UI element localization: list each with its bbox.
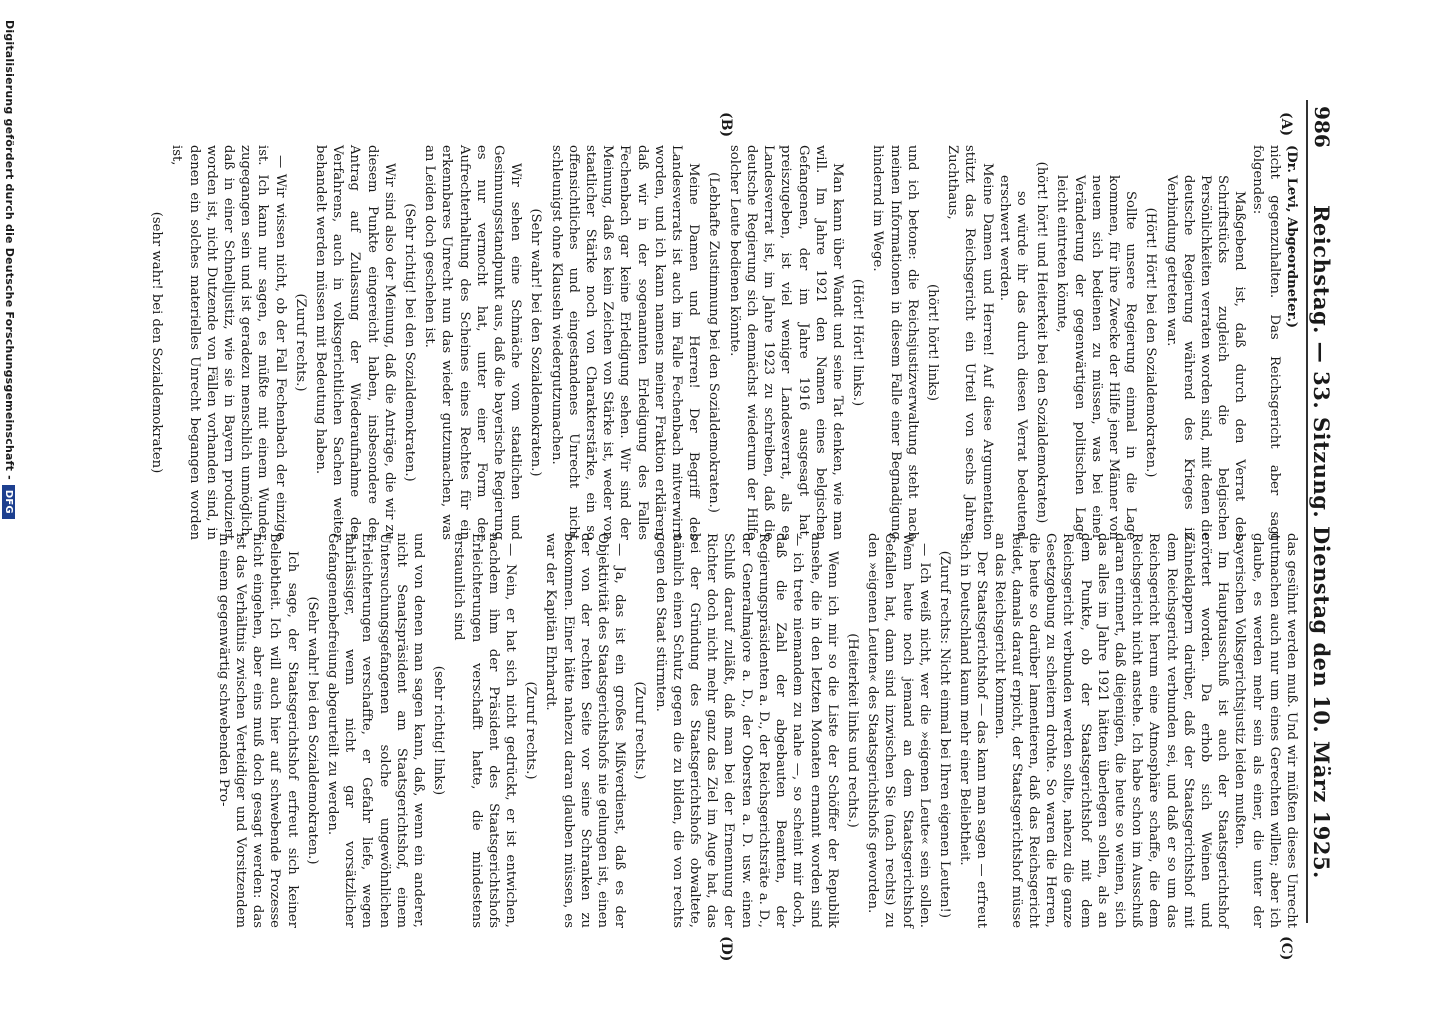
speaker-line: (Dr. Levi, Abgeordneter.): [1284, 145, 1299, 329]
interjection: (Heiterkeit links und rechts.): [844, 633, 860, 828]
paragraph: Der Staatsgerichtshof — das kann man sagen — erfreut sich in Deutschland kaum mehr einer Beliebtheit.: [957, 533, 990, 928]
paragraph: und ich betone: die Reichsjustizverwaltung steht nach meinen Informationen in diesem Falle einer Begnadigung hindernd im Wege.: [870, 145, 920, 540]
paragraph: Ich sage, der Staatsgerichtshof erfreut sich keiner Beliebtheit. Ich will auch hier auf schwebende Prozesse nicht eingehen, aber eins muß doch gesagt werden: das ist das Verhältnis zwischen Verteidiger und Vorsitzendem in einem gegenwärtig schwebenden Pro-: [215, 533, 300, 928]
interjection: (hört! hört! und Heiterkeit bei den Sozialdemokraten): [1034, 161, 1050, 524]
paragraph: Wir sehen eine Schmäche vom staatlichen und Gesinnungsstandpunkt aus, daß die bayerische Regierung es nur vermocht hat, unter einer Form der Aufrechterhaltung des Scheines eines Rechtes für ein erkennbares Unrecht nun das wieder gutzumachen, was an Leiden doch geschehen ist.: [422, 145, 524, 540]
running-title: Reichstag. — 33. Sitzung. Dienstag den 10. März 1925.: [1309, 205, 1334, 879]
margin-marker-b: (B): [718, 112, 734, 138]
interjection: (sehr richtig! links): [431, 665, 447, 796]
interjection: (Zuruf rechts.): [523, 681, 539, 780]
quotation: so würde ihr das durch diesen Verrat bedeutend erschwert werden.: [996, 175, 1029, 540]
paragraph: Meine Damen und Herren! Auf diese Argumentation stützt das Reichsgericht ein Urteil von sechs Jahren Zuchthaus,: [945, 145, 995, 540]
paragraph: das gesühnt werden muß. Und wir müßten dieses Unrecht gutmachen auch nur um eines Gerechten willen; aber ich glaube, es werden mehr sein als einer, die unter der bayerischen Volksgerichtsjustiz leiden mußten.: [1232, 533, 1299, 928]
paragraph: und von denen man sagen kann, daß, wenn ein anderer, nicht Senatspräsident am Staatsgerichtshof, einem Untersuchungsgefangenen solche ungewöhnlichen Erleichterungen verschaffte, er Gefahr liefe, wegen fahrlässiger, wenn nicht gar vorsätzlicher Gefangenenbefreiung abgeurteilt zu werden.: [325, 533, 427, 928]
margin-marker-d: (D): [718, 936, 734, 962]
quotation: Maßgebend ist, daß durch den Verrat des Schriftstücks zugleich die belgischen Persönlichkeiten verraten worden sind, mit denen die deutsche Regierung während des Krieges in Verbindung getreten war.: [1163, 175, 1248, 540]
interjection: (Hört! Hört! links.): [850, 278, 866, 407]
margin-marker-c: (C): [1278, 936, 1294, 961]
interjection: (Sehr wahr! bei den Sozialdemokraten.): [304, 596, 320, 865]
interjection: (sehr wahr! bei den Sozialdemokraten): [149, 211, 165, 474]
interjection: (Sehr wahr! bei den Sozialdemokraten.): [528, 208, 544, 477]
paragraph: — Nein, er hat sich nicht gedrückt, er ist entwichen, nachdem ihm der Präsident des Staatsgerichtshofs Erleichterungen verschafft hatte, die mindestens erstaunlich sind: [451, 533, 519, 928]
paragraph: — Ja, das ist ein großes Mißverdienst, daß es der Objektivität des Staatsgerichtshofs nie gelungen ist, einen der von der rechten Seite vor seine Schranken zu bekommen. Einer hätte nahezu daran glauben müssen, es war der Kapitän Ehrhardt.: [543, 533, 628, 928]
dfg-logo: DFG: [2, 485, 15, 519]
interjection: (hört! hört! links): [924, 283, 940, 402]
interjection: (Zuruf rechts: Nicht einmal bei Ihren eigenen Leuten!): [936, 550, 952, 918]
paragraph: — Ich weiß nicht, wer die »eigenen Leute« sein sollen. Wenn heute noch jemand an dem Staatsgerichtshof Gefallen hat, dann sind inzwischen Sie (nach rechts) zu den »eigenen Leuten« des Staatsgerichtshofs geworden.: [865, 533, 932, 928]
paragraph: Wenn ich mir so die Liste der Schöffer der Republik ansehe, die in den letzten Monaten ernannt worden sind — ich trete niemandem zu nahe —, so scheint mir doch, daß die Zahl der abgebauten Beamten, der Regierungspräsidenten a. D., der Reichsgerichtsräte a. D., der Generalmajore a. D., der Obersten a. D. usw. einen Schluß darauf zuläßt, daß man bei der Ernennung der Richter doch nicht mehr ganz das Ziel im Auge hat, das bei der Gründung des Staatsgerichtshofs obwaltete, nämlich einen Schutz gegen die zu bilden, die von rechts gegen den Staat stürmten.: [652, 533, 840, 928]
credit-text: Digitalisierung gefördert durch die Deutsche Forschungsgemeinschaft -: [3, 20, 16, 480]
page-number: 986: [1310, 106, 1334, 148]
paragraph: nicht gegenzuhalten. Das Reichsgericht aber sagt folgendes:: [1249, 145, 1282, 540]
page-header: [1306, 0, 1434, 1000]
interjection: (Hört! Hört! bei den Sozialdemokraten.): [1143, 207, 1159, 478]
paragraph: Wir sind also der Meinung, daß die Anträge, die wir zu diesem Punkte eingereicht haben, insbesondere der Antrag auf Zulassung der Wiederaufnahme des Verfahrens, auch in volksgerichtlichen Sachen weiter behandelt werden müssen mit Bedeutung haben.: [313, 145, 397, 540]
interjection: (Zuruf rechts.): [632, 681, 648, 780]
paragraph: — Wir wissen nicht, ob der Fall Fechenbach der einzige ist. Ich kann nur sagen, es müßte mit einem Wunder zugegangen sein und ist geradezu menschlich unmöglich, daß in einer Schnelljustiz, wie sie in Bayern produziert worden ist, nicht Dutzende von Fällen vorhanden sind, in denen ein solches materielles Unrecht begangen worden ist,: [169, 145, 288, 540]
digitization-credit: [2, 20, 16, 1010]
left-column: [145, 145, 1300, 540]
right-column: [215, 533, 1300, 928]
paragraph: Im Hauptausschuß ist auch der Staatsgerichtshof erörtert worden. Da erhob sich Weinen und Zähneklappern darüber, daß der Staatsgerichtshof mit dem Reichsgericht verbunden sei, und daß er so um das Reichsgericht herum eine Atmosphäre schaffe, die dem Reichsgericht nicht anstehe. Ich habe schon im Ausschuß daran erinnert, daß diejenigen, die heute so weinen, sich das alles im Jahre 1921 hätten überlegen sollen, als an dem Punkte, ob der Staatsgerichtshof mit dem Reichsgericht verbunden werden sollte, nahezu die ganze Gesetzgebung zu scheitern drohte. So waren die Herren, die heute so darüber lamentieren, daß das Reichsgericht leidet, damals darauf erpicht, der Staatsgerichtshof müsse an das Reichsgericht kommen.: [991, 533, 1231, 928]
interjection: (Sehr richtig! bei den Sozialdemokraten.): [402, 203, 418, 482]
interjection: (Lebhafte Zustimmung bei den Sozialdemokraten.): [706, 172, 722, 513]
paragraph: Man kann über Wandt und seine Tat denken, wie man will. Im Jahre 1921 den Namen eines belgischen Gefangenen, der im Jahre 1916 ausgesagt hat, preiszugeben, ist viel weniger Landesverrat, als es Landesverrat ist, im Jahre 1923 zu schreiben, daß die deutsche Regierung sich demnächst wiederum der Hilfe solcher Leute bedienen könnte.: [726, 145, 845, 540]
paragraph: Meine Damen und Herren! Der Begriff des Landesverrats ist auch im Falle Fechenbach mitverwirrt worden, und ich kann namens meiner Fraktion erklären, daß wir in der sogenannten Erledigung des Falles Fechenbach gar keine Erledigung sehen. Wir sind der Meinung, daß es kein Zeichen von Stärke ist, weder von staatlicher Stärke noch von Charakterstärke, ein so offensichtliches und eingestandenes Unrecht nicht schleunigst ohne Klauseln wiedergutzumachen.: [548, 145, 702, 540]
quotation: Sollte unsere Regierung einmal in die Lage kommen, für ihre Zwecke der Hilfe jener Männer von neuem sich bedienen zu müssen, was bei einer Veränderung der gegenwärtigen politischen Lage leicht eintreten könnte,: [1054, 175, 1139, 540]
header-rule: [1306, 100, 1308, 923]
interjection: (Zuruf rechts.): [292, 293, 308, 392]
margin-marker-a: (A): [1278, 112, 1294, 137]
